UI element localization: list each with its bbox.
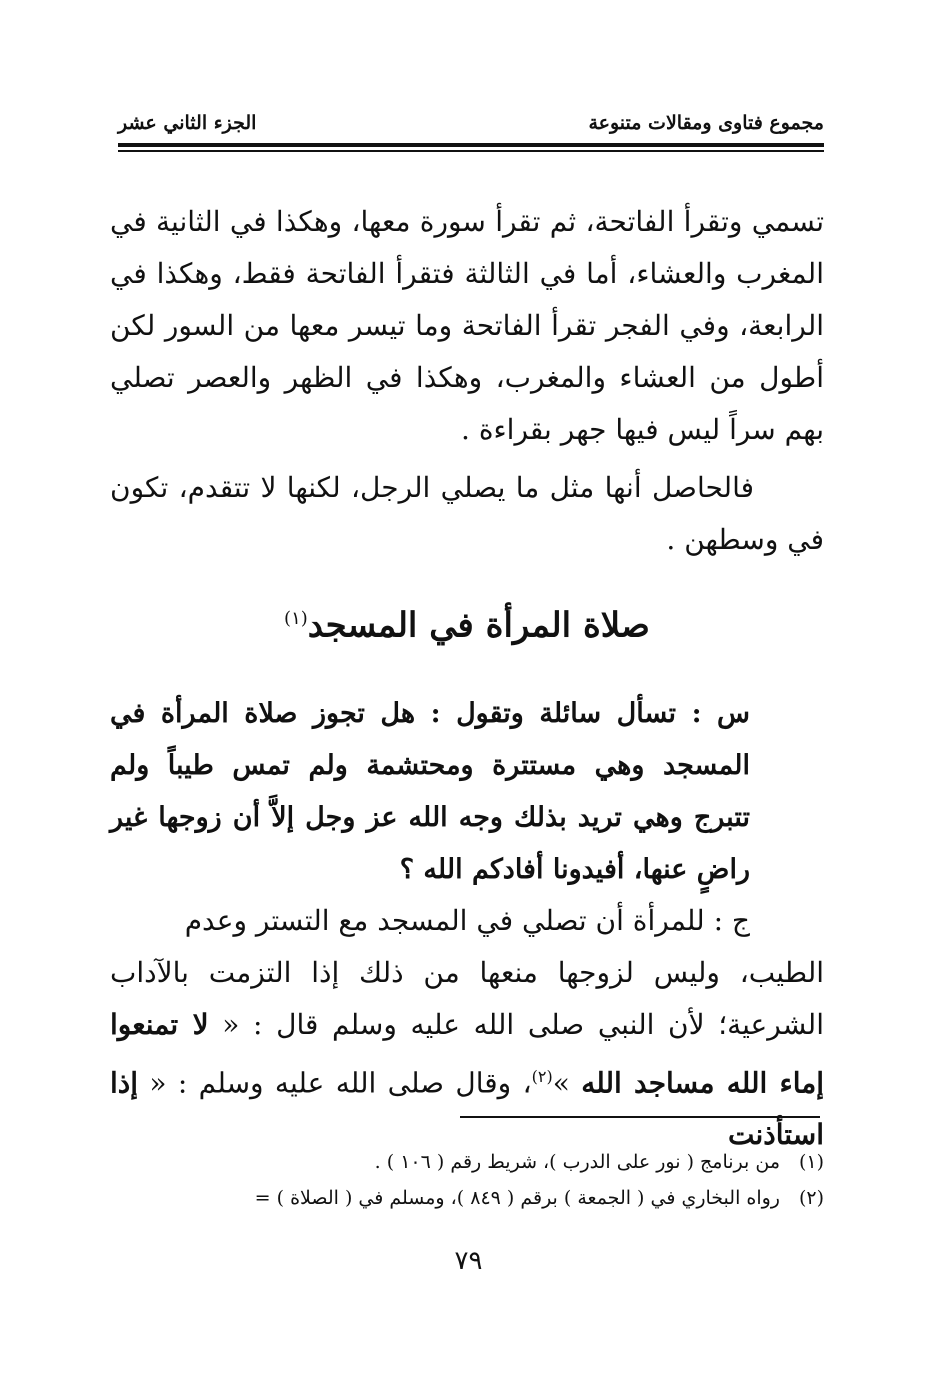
footnote-2-text: رواه البخاري في ( الجمعة ) برقم ( ٨٤٩ )، ومسلم في ( الصلاة ) =	[254, 1187, 780, 1209]
footnote-2	[110, 1180, 824, 1216]
footnote-1-text: من برنامج ( نور على الدرب )، شريط رقم ( ١٠٦ ) .	[374, 1151, 780, 1173]
answer-text-2: ، وقال صلى الله عليه وسلم : «	[138, 1066, 532, 1100]
hadith-1-close: »	[552, 1066, 582, 1100]
footnote-separator	[460, 1116, 820, 1118]
answer-text-1: الطيب، وليس لزوجها منعها من ذلك إذا التزمت بالآداب الشرعية؛ لأن النبي صلى الله عليه وسلم قال : «	[110, 956, 824, 1041]
hadith-1-footnote-ref: (٢)	[531, 1067, 553, 1086]
volume-label: الجزء الثاني عشر	[118, 112, 257, 134]
footnotes	[110, 1144, 824, 1216]
section-title-text: صلاة المرأة في المسجد	[307, 605, 650, 646]
section-title	[110, 594, 824, 650]
header-rule-thin	[118, 150, 824, 152]
paragraph-1: تسمي وتقرأ الفاتحة، ثم تقرأ سورة معها، وهكذا في الثانية في المغرب والعشاء، أما في الثالثة فتقرأ الفاتحة فقط، وهكذا في الرابعة، وفي الفجر تقرأ الفاتحة وما تيسر معها من السور لكن أطول من العشاء والمغرب، وهكذا في الظهر والعصر تصلي بهم سراً ليس فيها جهر بقراءة .	[110, 205, 824, 446]
paragraph-2: فالحاصل أنها مثل ما يصلي الرجل، لكنها لا تتقدم، تكون في وسطهن .	[110, 471, 824, 556]
header-rule-thick	[118, 143, 824, 147]
page-number: ٧٩	[454, 1246, 483, 1276]
hadith-2-start: إذا استأذنت	[110, 1066, 824, 1152]
hadith-1: لا تمنعوا إماء الله مساجد الله	[110, 1008, 825, 1100]
footnote-1	[110, 1144, 824, 1180]
answer-first-line: ج : للمرأة أن تصلي في المسجد مع التستر وعدم	[184, 904, 750, 937]
footnote-2-number: (٢)	[798, 1187, 824, 1209]
footnote-1-number: (١)	[798, 1151, 824, 1173]
body-text	[110, 196, 824, 566]
answer-continuation	[110, 947, 824, 1161]
question-text: س : تسأل سائلة وتقول : هل تجوز صلاة المرأة في المسجد وهي مستترة ومحتشمة ولم تمس طيباً ولم تتبرج وهي تريد بذلك وجه الله عز وجل إلاَّ أن زوجها غير راضٍ عنها، أفيدونا أفادكم الله ؟	[110, 698, 750, 885]
title-footnote-ref: (١)	[284, 608, 308, 629]
running-header	[118, 112, 824, 142]
book-title: مجموع فتاوى ومقالات متنوعة	[588, 112, 824, 134]
